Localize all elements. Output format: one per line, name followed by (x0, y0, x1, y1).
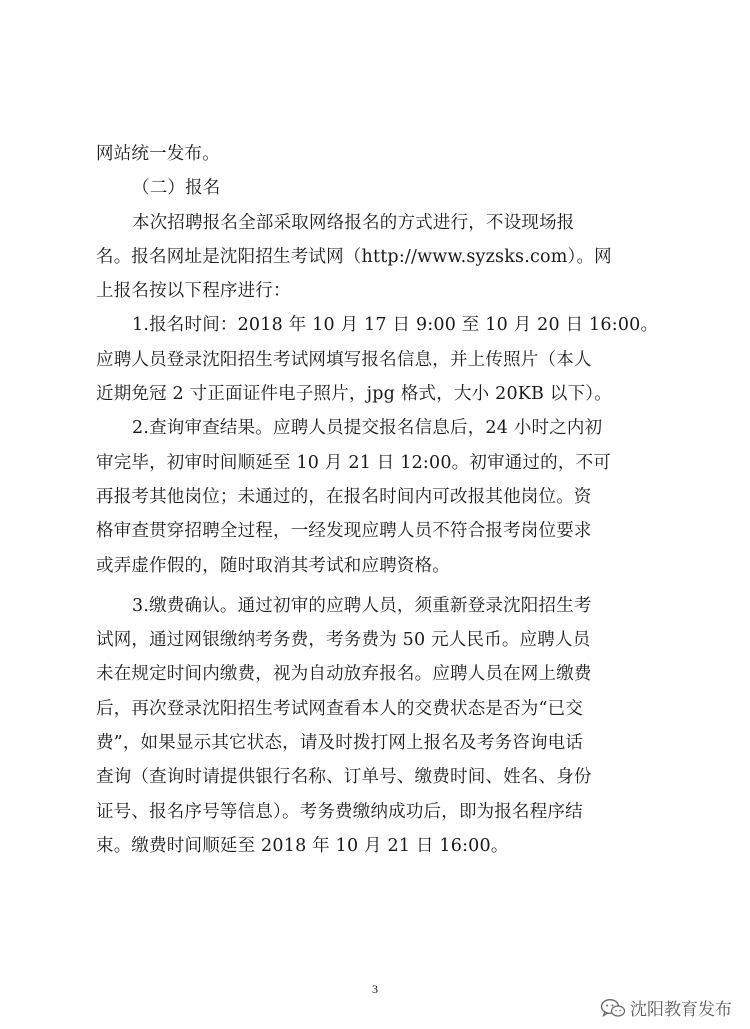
text-line: 本次招聘报名全部采取网络报名的方式进行，不设现场报 (132, 212, 575, 233)
watermark-text: 沈阳教育发布 (630, 1000, 732, 1020)
text-line: 1.报名时间：2018 年 10 月 17 日 9:00 至 10 月 20 日 16:00。 (132, 315, 659, 336)
text-line: 近期免冠 2 寸正面证件电子照片，jpg 格式，大小 20KB 以下）。 (96, 384, 612, 405)
text-line: 证号、报名序号等信息）。考务费缴纳成功后，即为报名程序结 (96, 801, 583, 822)
page-number: 3 (372, 982, 378, 996)
text-line: 审完毕，初审时间顺延至 10 月 21 日 12:00。初审通过的，不可 (96, 452, 611, 473)
text-line: 格审查贯穿招聘全过程，一经发现应聘人员不符合报考岗位要求 (96, 521, 592, 542)
text-line: 名。报名网址是沈阳招生考试网（http://www.syzsks.com）。网 (96, 246, 612, 267)
text-line: 查询（查询时请提供银行名称、订单号、缴费时间、姓名、身份 (96, 767, 592, 788)
text-line: 3.缴费确认。通过初审的应聘人员，须重新登录沈阳招生考 (132, 595, 592, 616)
text-line: 网站统一发布。 (96, 144, 220, 164)
document-body (96, 137, 668, 863)
text-line: 束。缴费时间顺延至 2018 年 10 月 21 日 16:00。 (96, 835, 509, 856)
wechat-watermark (600, 995, 732, 1020)
text-line: 未在规定时间内缴费，视为自动放弃报名。应聘人员在网上缴费 (96, 664, 592, 685)
text-line: 试网，通过网银缴纳考务费，考务费为 50 元人民币。应聘人员 (96, 630, 591, 651)
text-line: 再报考其他岗位；未通过的，在报名时间内可改报其他岗位。资 (96, 486, 592, 507)
wechat-icon (600, 998, 626, 1018)
text-line: 2.查询审查结果。应聘人员提交报名信息后，24 小时之内初 (132, 418, 603, 439)
text-line: 应聘人员登录沈阳招生考试网填写报名信息，并上传照片（本人 (96, 349, 592, 370)
text-line: 上报名按以下程序进行： (96, 281, 291, 302)
section-heading: （二）报名 (132, 178, 221, 199)
text-line: 费”，如果显示其它状态，请及时拨打网上报名及考务咨询电话 (96, 733, 584, 754)
text-line: 或弄虚作假的，随时取消其考试和应聘资格。 (96, 555, 450, 576)
text-line: 后，再次登录沈阳招生考试网查看本人的交费状态是否为“已交 (96, 698, 584, 719)
